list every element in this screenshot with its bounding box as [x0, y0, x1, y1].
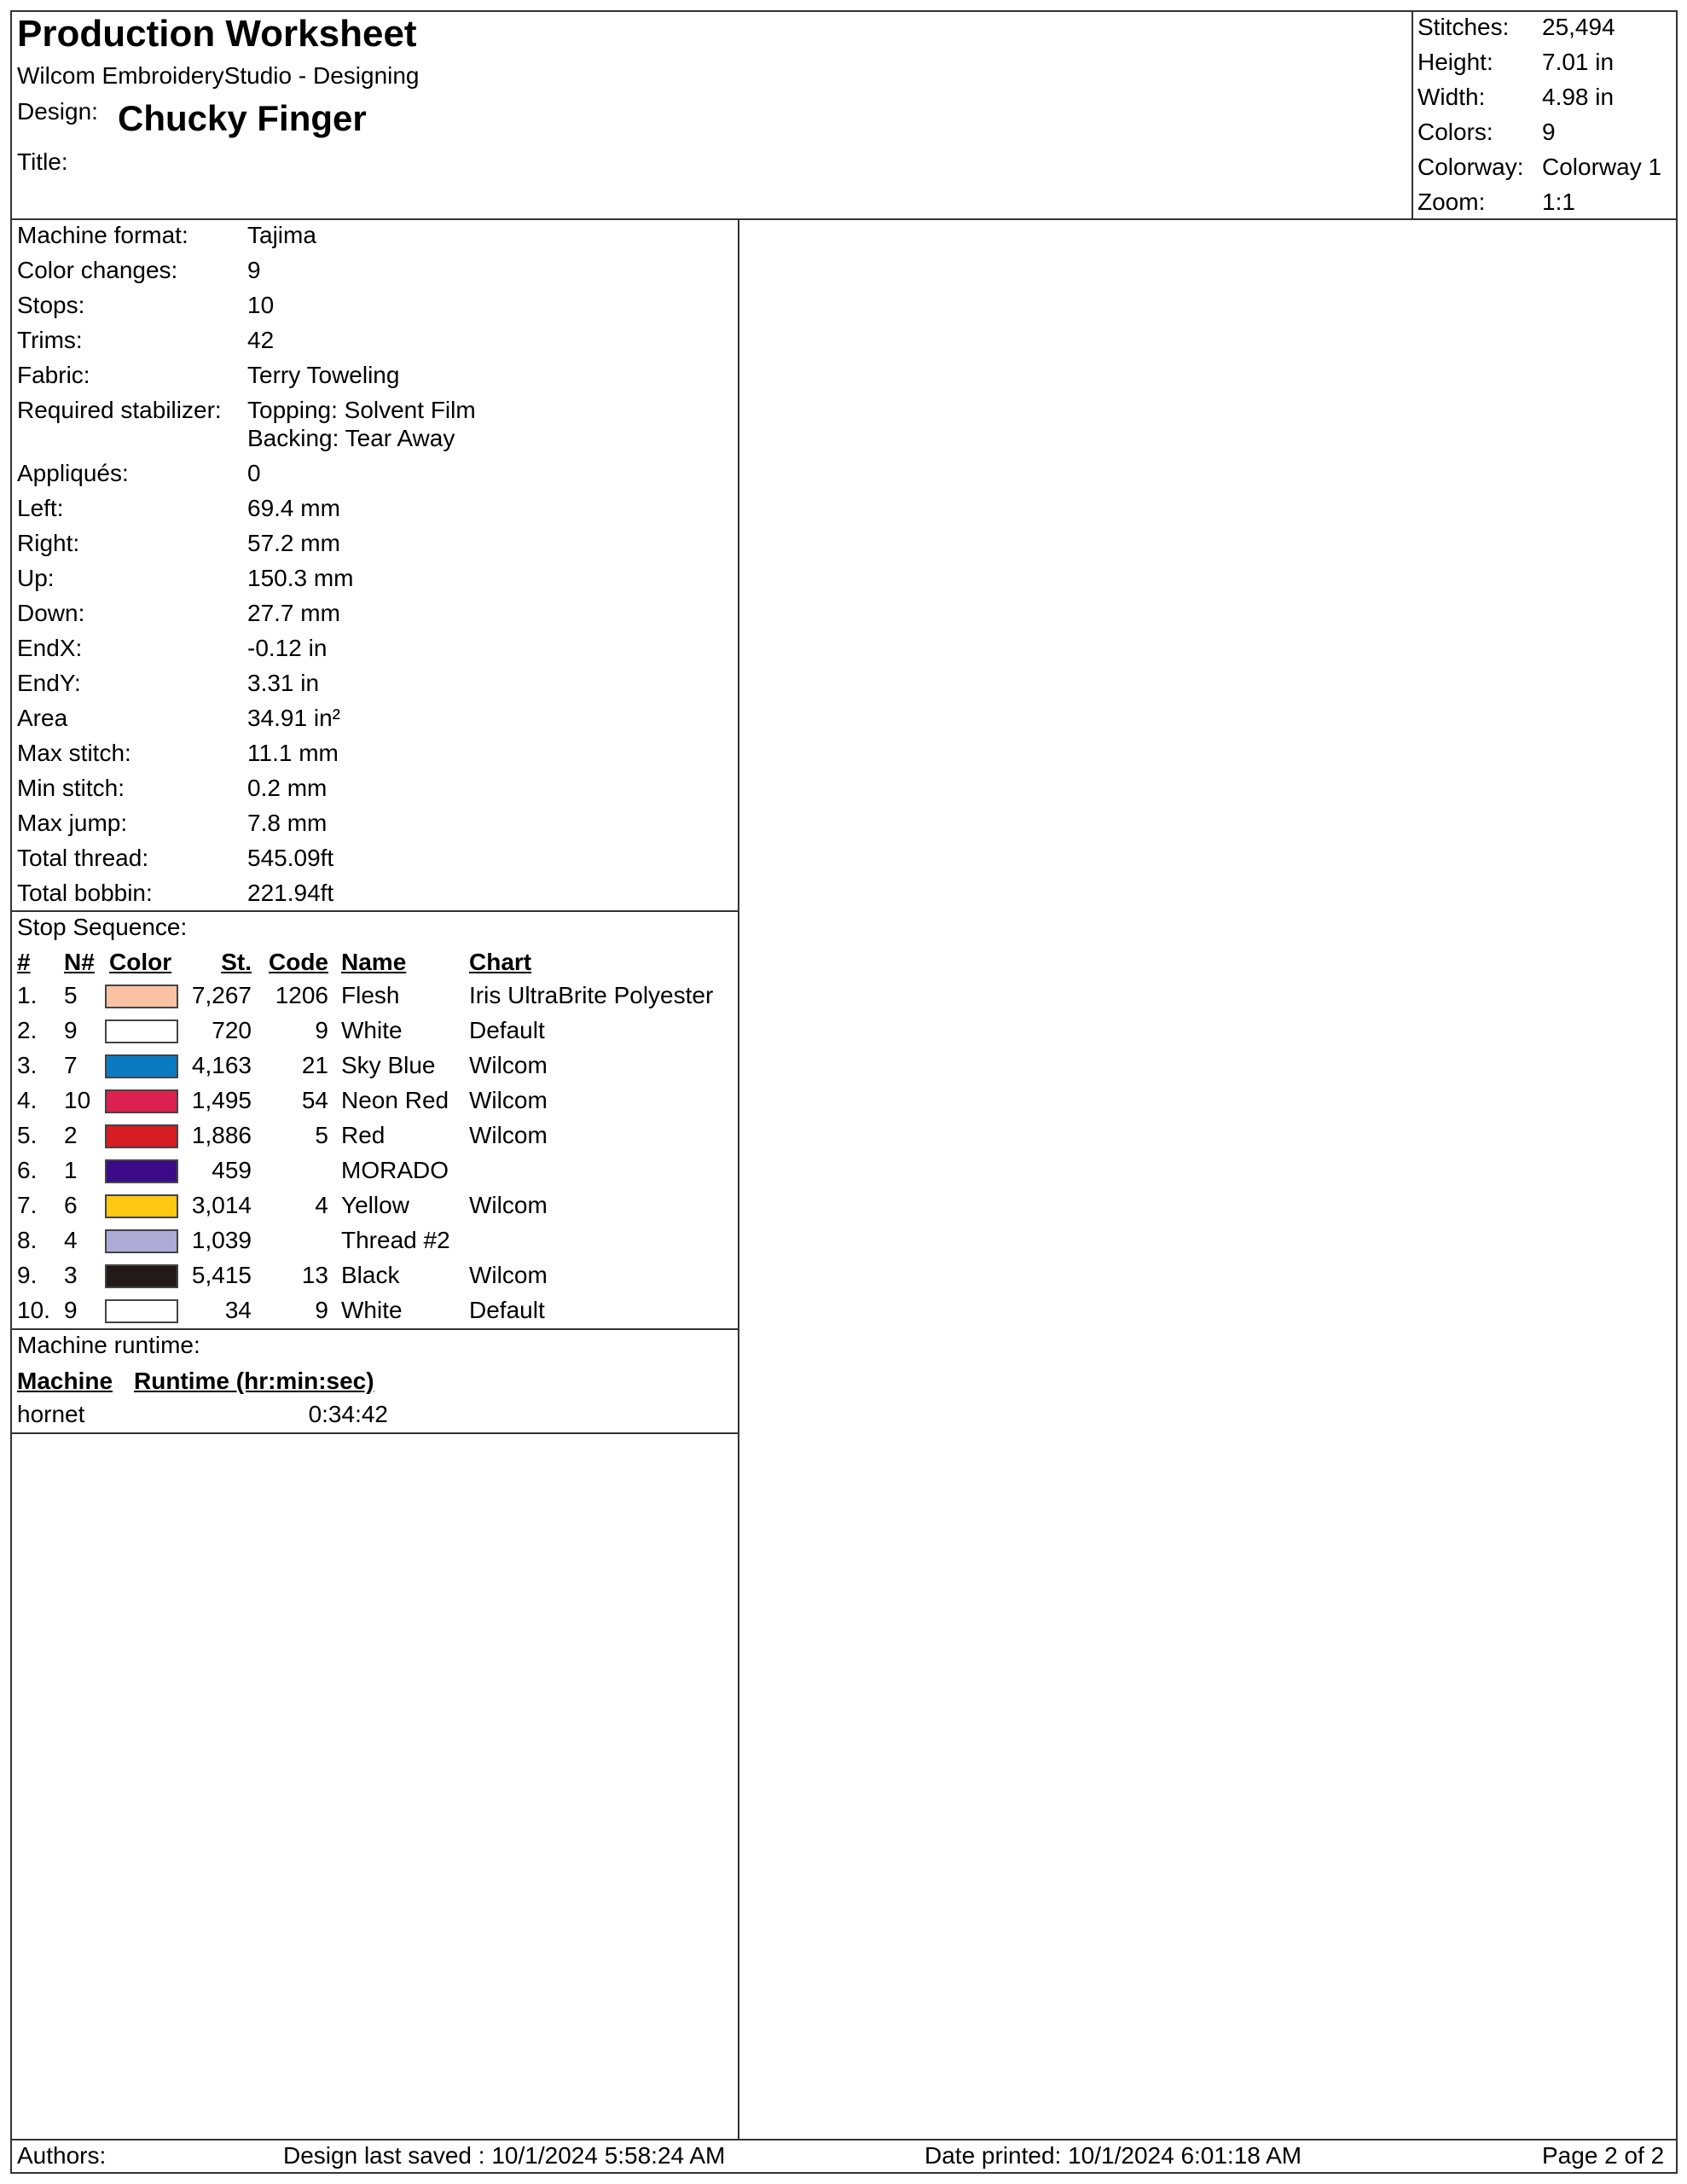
color-swatch [105, 1054, 178, 1078]
stitch-count: 720 [212, 1017, 252, 1043]
stop-sequence-label: Stop Sequence: [17, 914, 188, 940]
thread-name: Thread #2 [341, 1227, 450, 1253]
design-name: Chucky Finger [118, 98, 367, 138]
machine-name: hornet [17, 1401, 85, 1427]
footer-authors: Authors: [17, 2142, 107, 2169]
thread-name: Sky Blue [341, 1052, 436, 1078]
thread-code: 4 [315, 1192, 328, 1218]
stitch-count: 1,495 [191, 1087, 252, 1113]
color-swatch [105, 1124, 178, 1148]
detail-label: Min stitch: [17, 775, 125, 801]
detail-label: Required stabilizer: [17, 397, 222, 423]
color-swatch [105, 1264, 178, 1288]
thread-name: MORADO [341, 1157, 449, 1183]
summary-value: 25,494 [1542, 14, 1615, 40]
needle-number: 7 [64, 1052, 78, 1078]
footer-last-saved: Design last saved : 10/1/2024 5:58:24 AM [283, 2142, 726, 2169]
thread-name: Black [341, 1262, 400, 1288]
detail-value: 0 [247, 460, 261, 486]
detail-value: 3.31 in [247, 670, 320, 696]
detail-value: 57.2 mm [247, 530, 340, 556]
color-swatch [105, 1299, 178, 1323]
detail-value: 545.09ft [247, 845, 334, 871]
footer-divider [10, 2139, 1678, 2140]
summary-label: Stitches: [1417, 14, 1510, 40]
detail-value: 42 [247, 327, 275, 353]
header-name: Name [341, 949, 407, 975]
title-label: Title: [17, 148, 68, 175]
stitch-count: 5,415 [191, 1262, 252, 1288]
summary-value: 4.98 in [1542, 84, 1615, 110]
stitch-count: 1,039 [191, 1227, 252, 1253]
detail-value: 34.91 in² [247, 705, 340, 731]
header-stitches: St. [221, 949, 252, 975]
thread-name: White [341, 1297, 403, 1323]
detail-value: 0.2 mm [247, 775, 328, 801]
thread-chart: Wilcom [469, 1052, 548, 1078]
thread-chart: Default [469, 1297, 545, 1323]
summary-label: Zoom: [1417, 189, 1486, 215]
needle-number: 10 [64, 1087, 91, 1113]
detail-label: Max jump: [17, 810, 128, 836]
summary-value: 7.01 in [1542, 49, 1615, 75]
page-title: Production Worksheet [17, 13, 417, 55]
thread-code: 1206 [275, 982, 328, 1008]
sequence-number: 1. [17, 982, 38, 1008]
summary-label: Height: [1417, 49, 1493, 75]
summary-divider [1412, 10, 1413, 219]
detail-label: EndX: [17, 635, 83, 661]
thread-code: 13 [301, 1262, 328, 1288]
thread-chart: Wilcom [469, 1262, 548, 1288]
color-swatch [105, 1159, 178, 1183]
detail-label: Right: [17, 530, 80, 556]
detail-label: Up: [17, 565, 55, 591]
summary-label: Colorway: [1417, 154, 1524, 180]
sequence-number: 10. [17, 1297, 50, 1323]
detail-label: Total thread: [17, 845, 149, 871]
thread-name: Neon Red [341, 1087, 449, 1113]
summary-value: 1:1 [1542, 189, 1575, 215]
color-swatch [105, 1089, 178, 1113]
column-divider [738, 218, 739, 2140]
needle-number: 4 [64, 1227, 78, 1253]
detail-value: 9 [247, 257, 261, 283]
runtime-label: Machine runtime: [17, 1332, 200, 1358]
detail-label: Stops: [17, 292, 85, 318]
detail-label: Machine format: [17, 222, 188, 248]
detail-value: 150.3 mm [247, 565, 354, 591]
detail-label: Left: [17, 495, 64, 521]
stitch-count: 459 [212, 1157, 252, 1183]
color-swatch [105, 985, 178, 1008]
detail-value: 10 [247, 292, 275, 318]
sequence-number: 5. [17, 1122, 38, 1148]
detail-label: Down: [17, 600, 85, 626]
thread-name: Yellow [341, 1192, 409, 1218]
sequence-number: 7. [17, 1192, 38, 1218]
design-label: Design: [17, 98, 98, 125]
thread-code: 54 [301, 1087, 328, 1113]
thread-name: Red [341, 1122, 386, 1148]
header-divider [10, 218, 1678, 220]
needle-number: 1 [64, 1157, 78, 1183]
detail-label: EndY: [17, 670, 81, 696]
summary-value: Colorway 1 [1542, 154, 1662, 180]
header-num: # [17, 949, 31, 975]
needle-number: 2 [64, 1122, 78, 1148]
detail-value: 221.94ft [247, 880, 334, 906]
needle-number: 9 [64, 1297, 78, 1323]
detail-value: Terry Toweling [247, 362, 400, 388]
detail-value: -0.12 in [247, 635, 328, 661]
header-color: Color [109, 949, 172, 975]
thread-code: 9 [315, 1017, 328, 1043]
thread-code: 21 [301, 1052, 328, 1078]
detail-label: Appliqués: [17, 460, 129, 486]
summary-label: Colors: [1417, 119, 1493, 145]
summary-value: 9 [1542, 119, 1556, 145]
color-swatch [105, 1229, 178, 1253]
sequence-number: 3. [17, 1052, 38, 1078]
color-swatch [105, 1194, 178, 1218]
needle-number: 5 [64, 982, 78, 1008]
detail-value: 11.1 mm [247, 740, 339, 766]
needle-number: 6 [64, 1192, 78, 1218]
software-subtitle: Wilcom EmbroideryStudio - Designing [17, 62, 420, 89]
detail-label: Trims: [17, 327, 83, 353]
runtime-divider [10, 1432, 739, 1434]
sequence-number: 8. [17, 1227, 38, 1253]
sequence-number: 9. [17, 1262, 38, 1288]
footer-date-printed: Date printed: 10/1/2024 6:01:18 AM [925, 2142, 1302, 2169]
machine-runtime: 0:34:42 [308, 1401, 388, 1427]
detail-value: 27.7 mm [247, 600, 340, 626]
sequence-number: 2. [17, 1017, 38, 1043]
sequence-number: 6. [17, 1157, 38, 1183]
stitch-count: 1,886 [191, 1122, 252, 1148]
header-machine: Machine [17, 1368, 113, 1394]
detail-value: Backing: Tear Away [247, 425, 455, 451]
needle-number: 3 [64, 1262, 78, 1288]
detail-value: Topping: Solvent Film [247, 397, 476, 423]
thread-chart: Default [469, 1017, 545, 1043]
thread-chart: Iris UltraBrite Polyester [469, 982, 714, 1008]
footer-page-number: Page 2 of 2 [1542, 2142, 1665, 2169]
detail-label: Max stitch: [17, 740, 131, 766]
stitch-count: 34 [224, 1297, 252, 1323]
summary-label: Width: [1417, 84, 1486, 110]
detail-label: Fabric: [17, 362, 90, 388]
header-runtime: Runtime (hr:min:sec) [134, 1368, 374, 1394]
detail-value: Tajima [247, 222, 316, 248]
thread-code: 9 [315, 1297, 328, 1323]
detail-value: 7.8 mm [247, 810, 328, 836]
detail-value: 69.4 mm [247, 495, 340, 521]
sequence-number: 4. [17, 1087, 38, 1113]
thread-name: White [341, 1017, 403, 1043]
details-divider [10, 910, 739, 912]
thread-chart: Wilcom [469, 1192, 548, 1218]
thread-code: 5 [315, 1122, 328, 1148]
thread-chart: Wilcom [469, 1087, 548, 1113]
thread-name: Flesh [341, 982, 400, 1008]
stitch-count: 4,163 [191, 1052, 252, 1078]
detail-label: Total bobbin: [17, 880, 153, 906]
header-needle: N# [64, 949, 95, 975]
thread-chart: Wilcom [469, 1122, 548, 1148]
detail-label: Area [17, 705, 68, 731]
sequence-divider [10, 1328, 739, 1330]
header-chart: Chart [469, 949, 532, 975]
color-swatch [105, 1019, 178, 1043]
header-code: Code [269, 949, 328, 975]
stitch-count: 3,014 [191, 1192, 252, 1218]
detail-label: Color changes: [17, 257, 178, 283]
stitch-count: 7,267 [191, 982, 252, 1008]
needle-number: 9 [64, 1017, 78, 1043]
